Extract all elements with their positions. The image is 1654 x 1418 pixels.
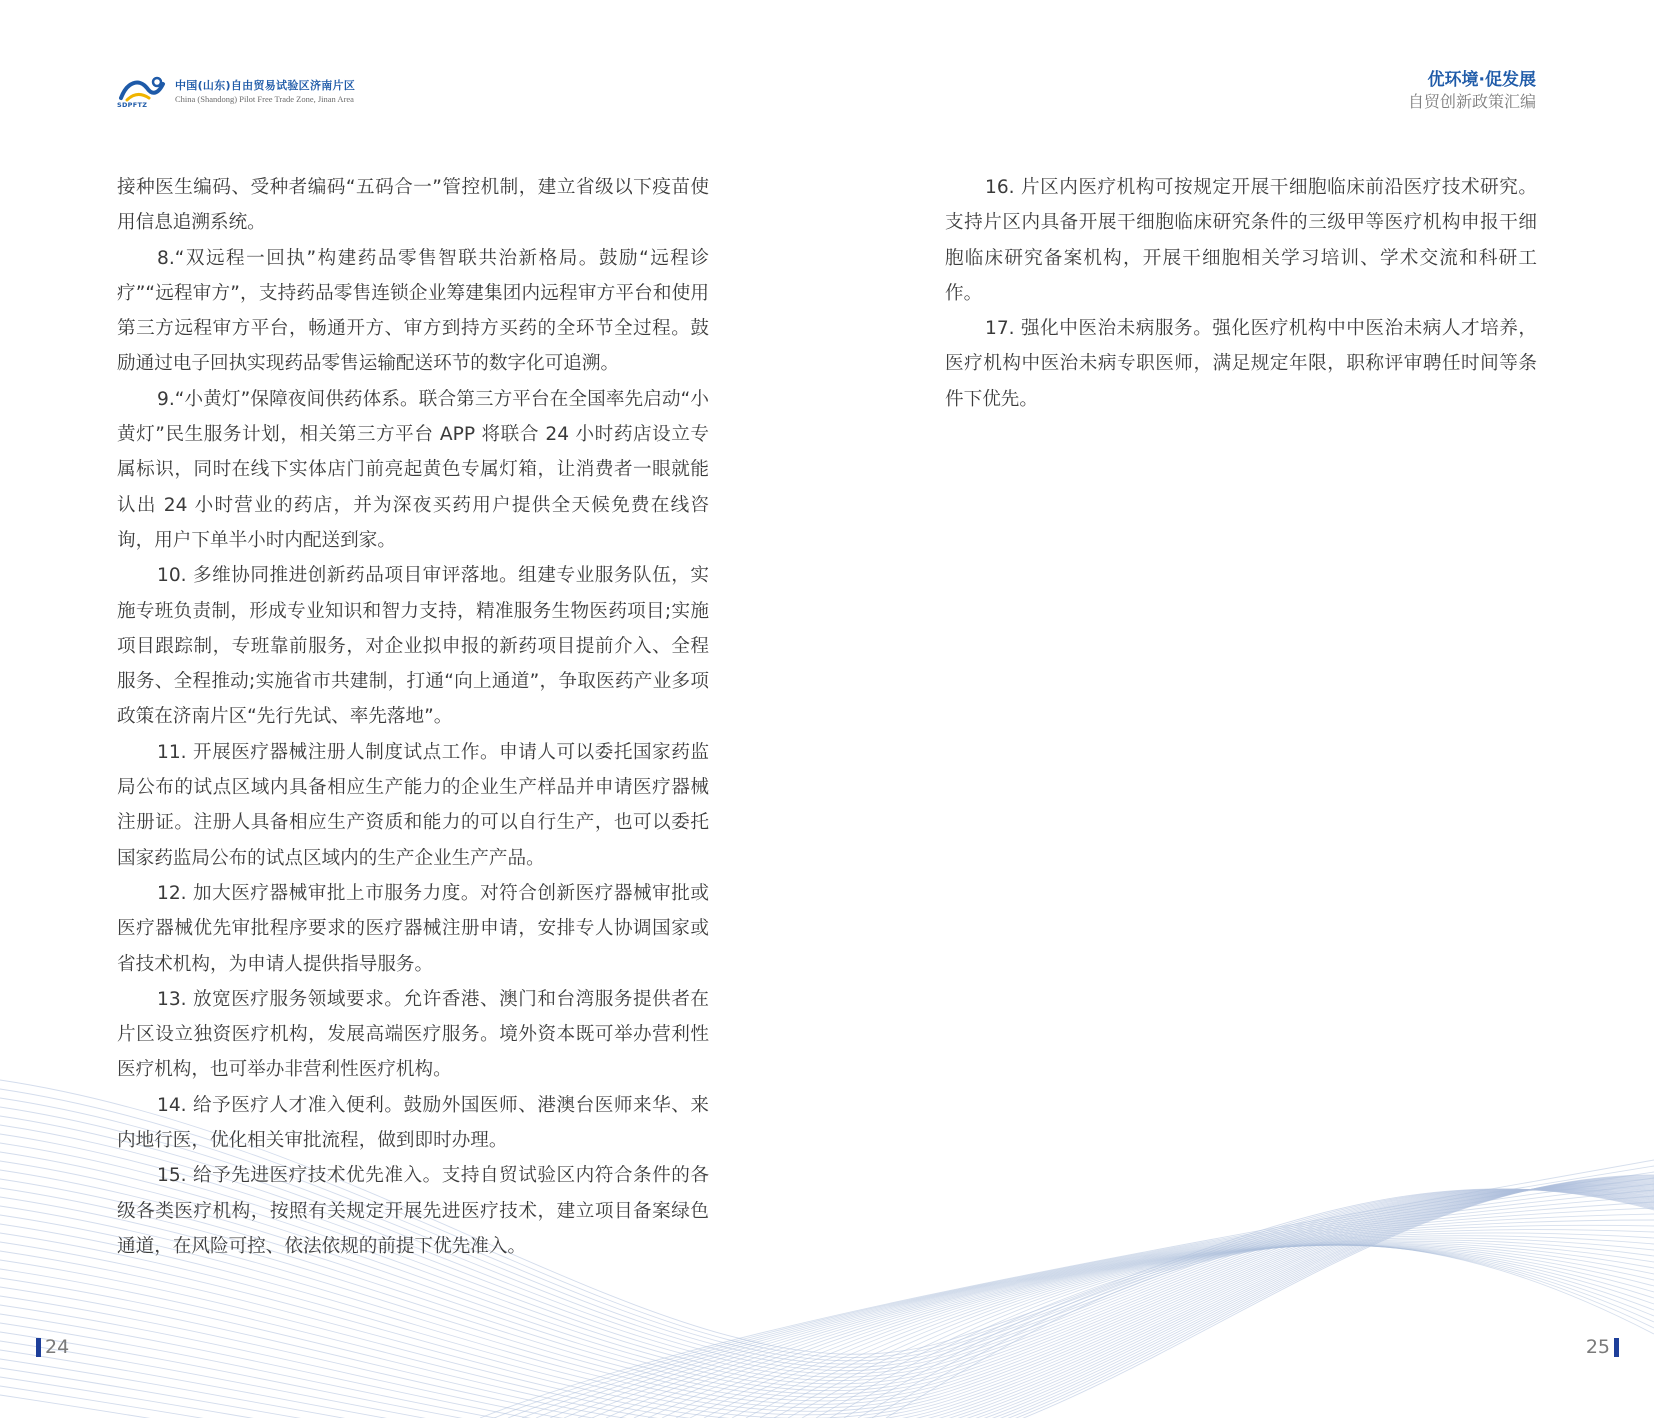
wave-line [578, 1202, 1654, 1418]
right-column [945, 170, 1537, 417]
paragraph-item-11: 11. 开展医疗器械注册人制度试点工作。申请人可以委托国家药监局公布的试点区域内具备相应生产能力的企业生产样品并申请医疗器械注册证。注册人具备相应生产资质和能力的可以自行生产，也可以委托国家药监局公布的试点区域内的生产企业生产产品。 [117, 741, 709, 869]
zone-logo [117, 74, 355, 110]
publication-title: 优环境·促发展 [1427, 70, 1536, 90]
wave-line [732, 1242, 1654, 1418]
paragraph-continued: 接种医生编码、受种者编码“五码合一”管控机制，建立省级以下疫苗使用信息追溯系统。 [117, 177, 709, 234]
logo-abbreviation: SDPFTZ [117, 101, 148, 109]
paragraph-item-17: 17. 强化中医治未病服务。强化医疗机构中中医治未病人才培养，医疗机构中医治未病专职医师，满足规定年限，职称评审聘任时间等条件下优先。 [945, 318, 1537, 410]
logo-swirl-icon [117, 74, 167, 104]
logo-chinese-name: 中国(山东)自由贸易试验区济南片区 [175, 79, 356, 92]
page-number-left-value: 24 [45, 1336, 70, 1358]
paragraph-item-8: 8.“双远程一回执”构建药品零售智联共治新格局。鼓励“远程诊疗”“远程审方”，支持药品零售连锁企业筹建集团内远程审方平台和使用第三方远程审方平台，畅通开方、审方到持方买药的全环节全过程。鼓励通过电子回执实现药品零售运输配送环节的数字化可追溯。 [117, 247, 709, 375]
paragraph-item-15: 15. 给予先进医疗技术优先准入。支持自贸试验区内符合条件的各级各类医疗机构，按照有关规定开展先进医疗技术，建立项目备案绿色通道，在风险可控、依法依规的前提下优先准入。 [117, 1165, 709, 1257]
wave-line [830, 1245, 1654, 1418]
paragraph-item-14: 14. 给予医疗人才准入便利。鼓励外国医师、港澳台医师来华、来内地行医，优化相关审批流程，做到即时办理。 [117, 1094, 709, 1152]
paragraph-item-9: 9.“小黄灯”保障夜间供药体系。联合第三方平台在全国率先启动“小黄灯”民生服务计划，相关第三方平台 APP 将联合 24 小时药店设立专属标识，同时在线下实体店门前亮起黄色专属灯箱，让消费者一眼就能认出 24 小时营业的药店，并为深夜买药用户提供全天候免费在线咨询，用户下单半小时内配送到家。 [117, 388, 709, 551]
logo-english-name: China (Shandong) Pilot Free Trade Zone, Jinan Area [175, 94, 354, 104]
page-number-left [36, 1336, 69, 1358]
page-marker-bar [1614, 1338, 1619, 1357]
paragraph-item-12: 12. 加大医疗器械审批上市服务力度。对符合创新医疗器械审批或医疗器械优先审批程序要求的医疗器械注册申请，安排专人协调国家或省技术机构，为申请人提供指导服务。 [117, 882, 709, 975]
page-number-right [1586, 1336, 1619, 1358]
paragraph-item-10: 10. 多维协同推进创新药品项目审评落地。组建专业服务队伍，实施专班负责制，形成专业知识和智力支持，精准服务生物医药项目;实施项目跟踪制，专班靠前服务，对企业拟申报的新药项目提前介入、全程服务、全程推动;实施省市共建制，打通“向上通道”，争取医药产业多项政策在济南片区“先行先试、率先落地”。 [117, 565, 709, 728]
page-number-right-value: 25 [1585, 1336, 1610, 1358]
page-marker-bar [36, 1338, 41, 1357]
wave-line [802, 1245, 1654, 1418]
paragraph-item-16: 16. 片区内医疗机构可按规定开展干细胞临床前沿医疗技术研究。支持片区内具备开展干细胞临床研究条件的三级甲等医疗机构申报干细胞临床研究备案机构，开展干细胞相关学习培训、学术交流和科研工作。 [945, 177, 1537, 304]
publication-header [1408, 69, 1536, 112]
publication-subtitle: 自贸创新政策汇编 [1407, 92, 1536, 111]
left-column [117, 170, 709, 1264]
paragraph-item-13: 13. 放宽医疗服务领域要求。允许香港、澳门和台湾服务提供者在片区设立独资医疗机构，发展高端医疗服务。境外资本既可举办营利性医疗机构，也可举办非营利性医疗机构。 [117, 988, 709, 1081]
